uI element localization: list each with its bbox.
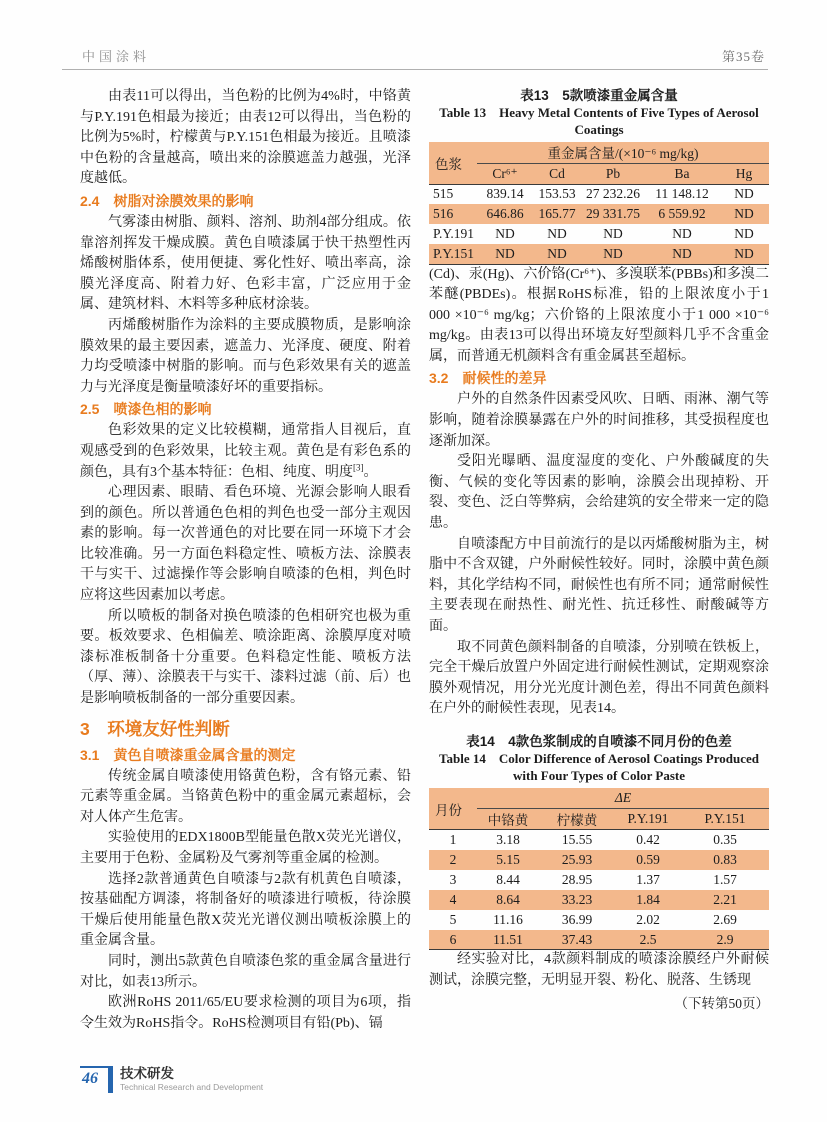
- footer-section: [120, 1066, 263, 1093]
- cell: 1.57: [713, 871, 737, 887]
- cell: 25.93: [539, 850, 615, 870]
- cell: 2.69: [713, 911, 737, 927]
- paragraph: 受阳光曝晒、温度湿度的变化、户外酸碱度的失衡、气候的变化等因素的影响，涂膜会出现掉粉、开裂、变色、泛白等弊病，会给建筑的安全带来一定的隐患。: [429, 454, 769, 532]
- table-14-title-en2: with Four Types of Color Paste: [512, 767, 685, 783]
- continuation-note: （下转第50页）: [674, 995, 769, 1011]
- table-13-title-en2: Coatings: [574, 122, 624, 137]
- page-number: 46: [80, 1066, 108, 1088]
- paragraph: [80, 421, 411, 483]
- paragraph: 气雾漆由树脂、颜料、溶剂、助剂4部分组成。依靠溶剂挥发干燥成膜。黄色自喷漆属于快干热塑性丙烯酸树脂体系，使用便捷、雾化性好、喷出率高，涂膜光泽度高、附着力好、色彩丰富，广泛应用于金属、建筑材料、木料等多种底材涂装。: [80, 214, 411, 313]
- table-row: [429, 930, 769, 950]
- table-13-col-header: Hg: [719, 163, 769, 184]
- cell: ND: [495, 226, 515, 241]
- cell: ND: [477, 244, 533, 264]
- cell: ND: [645, 244, 719, 264]
- table-13-col-header: Ba: [645, 163, 719, 184]
- paragraph: 所以喷板的制备对换色喷漆的色相研究也极为重要。板效要求、色相偏差、喷涂距离、涂膜厚度对喷漆标准板制备十分重要。色料稳定性能、喷板方法（厚、薄）、涂膜表干与实干、漆料过滤（前、后）也是影响喷板制备的一部分重要因素。: [80, 608, 411, 707]
- table-13-block: [429, 87, 769, 265]
- cell: 36.99: [561, 911, 593, 927]
- cell: 3.18: [496, 832, 520, 848]
- table-13-col-header: Cd: [533, 163, 581, 184]
- cell: 29 331.75: [581, 204, 645, 224]
- paragraph: (Cd)、汞(Hg)、六价铬(Cr⁶⁺)、多溴联苯(PBBs)和多溴二苯醚(PBDEs)。根据RoHS标准，铅的上限浓度小于1 000 ×10⁻⁶ mg/kg；六价铬的上限浓度小于1 000 ×10⁻⁶ mg/kg。由表13可以得出环境友好型颜料几乎不含重金属，而普通无机颜料含有重金属甚至超标。: [429, 266, 769, 364]
- table-row: [429, 850, 769, 870]
- table-14-col-header: 柠檬黄: [539, 809, 615, 830]
- cell: 839.14: [486, 186, 524, 202]
- cell: ND: [547, 226, 567, 241]
- volume-label: 第35卷: [721, 49, 765, 64]
- cell: 2.9: [681, 930, 769, 950]
- table-14-col-header: P.Y.151: [681, 809, 769, 830]
- row-label: 2: [429, 850, 477, 870]
- footer-section-en: Technical Research and Development: [120, 1082, 264, 1092]
- cell: 8.44: [496, 871, 520, 887]
- cell: ND: [603, 226, 623, 241]
- cell: 0.59: [615, 850, 681, 870]
- cell: 153.53: [538, 186, 576, 202]
- cell: 27 232.26: [586, 186, 640, 202]
- table-row: [429, 910, 769, 930]
- page-footer: [80, 1066, 263, 1093]
- table-row: [429, 244, 769, 264]
- header-rule: [62, 69, 768, 70]
- cell: 2.5: [615, 930, 681, 950]
- cell: 2.21: [681, 890, 769, 910]
- heading-3-1: 3.1 黄色自喷漆重金属含量的测定: [80, 746, 296, 763]
- table-14-title-en: Table 14 Color Difference of Aerosol Coatings Produced: [439, 750, 759, 766]
- row-label: 3: [449, 871, 457, 887]
- cell: 28.95: [561, 871, 593, 887]
- table-13-stub-header: 色浆: [429, 142, 477, 184]
- table-13-title-en: Table 13 Heavy Metal Contents of Five Types of Aerosol: [439, 105, 759, 120]
- table-13: [429, 142, 769, 265]
- cell: 11.51: [477, 930, 539, 950]
- table-14-col-header: 中铬黄: [477, 809, 539, 830]
- heading-3-2: 3.2 耐候性的差异: [429, 370, 547, 387]
- table-13-span-header: 重金属含量/(×10⁻⁶ mg/kg): [477, 142, 769, 163]
- cell: 11 148.12: [655, 186, 709, 202]
- table-14: [429, 788, 769, 951]
- table-row: [429, 184, 769, 204]
- row-label: 515: [433, 186, 454, 202]
- paragraph: 同时，测出5款黄色自喷漆色浆的重金属含量进行对比，如表13所示。: [80, 953, 411, 990]
- row-label: 6: [429, 930, 477, 950]
- cell: 0.35: [713, 832, 737, 848]
- cell: 0.83: [681, 850, 769, 870]
- cell: 2.02: [636, 911, 660, 927]
- paragraph-text: 色彩效果的定义比较模糊，通常指人目视后，直观感受到的色彩效果，比较主观。黄色是有彩色系的颜色，具有3个基本特征：色相、纯度、明度: [80, 423, 411, 480]
- table-row: [429, 870, 769, 890]
- cell: 37.43: [539, 930, 615, 950]
- cell: 1.84: [615, 890, 681, 910]
- cell: ND: [533, 244, 581, 264]
- table-14-span-header: ΔE: [477, 788, 769, 809]
- cell: 15.55: [561, 832, 593, 848]
- cell: 8.64: [477, 890, 539, 910]
- cell: 165.77: [533, 204, 581, 224]
- paragraph: 由表11可以得出，当色粉的比例为4%时，中铬黄与P.Y.191色相最为接近；由表12可以得出，当色粉的比例为5%时，柠檬黄与P.Y.151色相最为接近。且喷漆中色粉的含量越高，喷出来的涂膜遮盖力越强，光泽度越低。: [80, 89, 411, 187]
- cell: 6 559.92: [645, 204, 719, 224]
- table-row: [429, 224, 769, 244]
- cell: 0.42: [636, 832, 660, 848]
- paragraph: 传统金属自喷漆使用铬黄色粉，含有铬元素、铅元素等重金属。当铬黄色粉中的重金属元素超标，会对人体产生危害。: [80, 768, 411, 825]
- paragraph: 丙烯酸树脂作为涂料的主要成膜物质，是影响涂膜效果的最主要因素，遮盖力、光泽度、硬度、附着力均受喷漆中树脂的影响。而与色彩效果有关的遮盖力与光泽度是衡量喷漆好坏的重要指标。: [80, 317, 411, 395]
- left-column: [80, 87, 411, 1034]
- paragraph-text: 。: [363, 464, 378, 480]
- cell: 1.37: [636, 871, 660, 887]
- paragraph: 户外的自然条件因素受风吹、日晒、雨淋、潮气等影响，随着涂膜暴露在户外的时间推移，其受损程度也逐渐加深。: [429, 392, 769, 449]
- paragraph: 心理因素、眼睛、看色环境、光源会影响人眼看到的颜色。所以普通色色相的判色也受一部分主观因素的影响。每一次普通色的对比要在同一环境下才会比较准确。另一方面色料稳定性、喷板方法、涂膜表干与实干、过滤操作等会影响自喷漆的色相，判色时应将这些因素加以考虑。: [80, 485, 411, 604]
- heading-2-4: 2.4 树脂对涂膜效果的影响: [80, 192, 254, 209]
- table-13-col-header: Pb: [581, 163, 645, 184]
- cell: 646.86: [477, 204, 533, 224]
- row-label: P.Y.151: [429, 244, 477, 264]
- table-14-col-header: P.Y.191: [615, 809, 681, 830]
- running-head: [82, 46, 765, 65]
- cell: ND: [734, 226, 754, 241]
- table-14-block: [429, 733, 769, 951]
- row-label: 1: [449, 832, 457, 848]
- paragraph: 实验使用的EDX1800B型能量色散X荧光光谱仪，主要用于色粉、金属粉及气雾剂等重金属的检测。: [80, 830, 411, 866]
- cell: ND: [719, 244, 769, 264]
- cell: ND: [734, 186, 754, 202]
- cell: ND: [672, 226, 692, 241]
- footer-section-zh: 技术研发: [120, 1066, 174, 1081]
- citation-ref: [3]: [353, 461, 364, 472]
- journal-name: 中国涂料: [82, 49, 151, 64]
- paragraph: 选择2款普通黄色自喷漆与2款有机黄色自喷漆，按基础配方调漆，将制备好的喷漆进行喷板，待涂膜干燥后使用能量色散X荧光光谱仪测出喷板涂膜上的重金属含量。: [80, 871, 411, 949]
- paragraph: 经实验对比，4款颜料制成的喷漆涂膜经户外耐候测试，涂膜完整，无明显开裂、粉化、脱落、生锈现: [429, 952, 769, 989]
- right-column: [429, 87, 769, 1014]
- table-row: [429, 204, 769, 224]
- paragraph: 自喷漆配方中目前流行的是以丙烯酸树脂为主，树脂中不含双键，户外耐候性较好。同时，涂膜中黄色颜料，其化学结构不同，耐候性也有所不同；通常耐候性主要表现在耐热性、耐光性、抗迁移性、耐酸碱等方面。: [429, 536, 769, 634]
- table-row: [429, 890, 769, 910]
- row-label: P.Y.191: [433, 226, 475, 241]
- cell: ND: [581, 244, 645, 264]
- table-14-stub-header: 月份: [429, 788, 477, 830]
- row-label: 5: [449, 911, 457, 927]
- cell: 33.23: [539, 890, 615, 910]
- table-row: [429, 830, 769, 850]
- cell: 5.15: [477, 850, 539, 870]
- cell: ND: [719, 204, 769, 224]
- table-13-title-zh: 表13 5款喷漆重金属含量: [520, 88, 678, 103]
- heading-3: 3 环境友好性判断: [80, 718, 230, 739]
- footer-accent-bar: [108, 1066, 113, 1093]
- cell: 11.16: [493, 911, 523, 927]
- row-label: 4: [429, 890, 477, 910]
- paragraph: 取不同黄色颜料制备的自喷漆，分别喷在铁板上，完全干燥后放置户外固定进行耐候性测试，定期观察涂膜外观情况，用分光光度计测色差，得出不同黄色颜料在户外的耐候性表现，见表14。: [429, 639, 769, 717]
- table-13-col-header: Cr⁶⁺: [477, 163, 533, 184]
- row-label: 516: [429, 204, 477, 224]
- table-14-title-zh: 表14 4款色浆制成的自喷漆不同月份的色差: [466, 733, 732, 749]
- heading-2-5: 2.5 喷漆色相的影响: [80, 401, 212, 418]
- paragraph: 欧洲RoHS 2011/65/EU要求检测的项目为6项，指令生效为RoHS指令。RoHS检测项目有铅(Pb)、镉: [80, 995, 411, 1031]
